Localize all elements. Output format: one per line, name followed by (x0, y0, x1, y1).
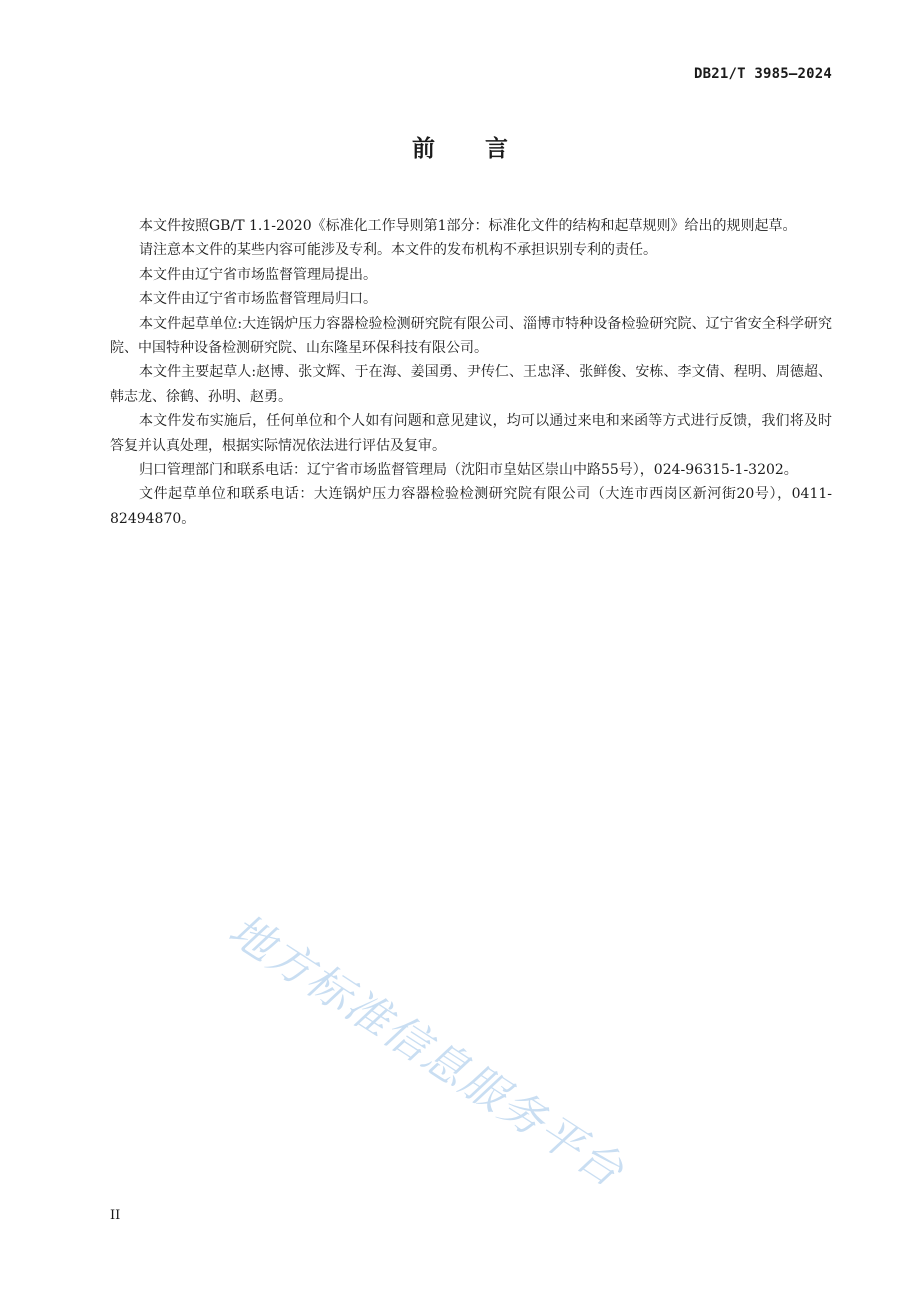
paragraph-feedback: 本文件发布实施后，任何单位和个人如有问题和意见建议，均可以通过来电和来函等方式进行反馈，我们将及时答复并认真处理，根据实际情况依法进行评估及复审。 (110, 413, 832, 454)
page-number: II (110, 1208, 121, 1223)
paragraph-proposer: 本文件由辽宁省市场监督管理局提出。 (139, 266, 377, 283)
watermark: 地方标准信息服务平台 (219, 904, 634, 1198)
paragraph-management-contact: 归口管理部门和联系电话：辽宁省市场监督管理局（沈阳市皇姑区崇山中路55号），024-96315-1-3202。 (139, 462, 798, 479)
paragraph-drafting-unit-contact: 文件起草单位和联系电话：大连锅炉压力容器检验检测研究院有限公司（大连市西岗区新河街20号），0411-82494870。 (110, 486, 832, 527)
paragraph-drafters: 本文件主要起草人:赵博、张文辉、于在海、姜国勇、尹传仁、王忠泽、张鲜俊、安栋、李文倩、程明、周德超、韩志龙、徐鹤、孙明、赵勇。 (110, 364, 832, 405)
paragraph-drafting-units: 本文件起草单位:大连锅炉压力容器检验检测研究院有限公司、淄博市特种设备检验研究院、辽宁省安全科学研究院、中国特种设备检测研究院、山东隆星环保科技有限公司。 (110, 315, 832, 357)
paragraph-patent-notice: 请注意本文件的某些内容可能涉及专利。本文件的发布机构不承担识别专利的责任。 (139, 242, 657, 259)
document-body (110, 214, 832, 531)
paragraph-drafting-rules: 本文件按照GB/T 1.1-2020《标准化工作导则第1部分：标准化文件的结构和起草规则》给出的规则起草。 (139, 218, 797, 234)
page-title: 前言 (412, 136, 558, 162)
paragraph-centralized-unit: 本文件由辽宁省市场监督管理局归口。 (139, 291, 377, 308)
document-code: DB21/T 3985—2024 (693, 66, 832, 82)
